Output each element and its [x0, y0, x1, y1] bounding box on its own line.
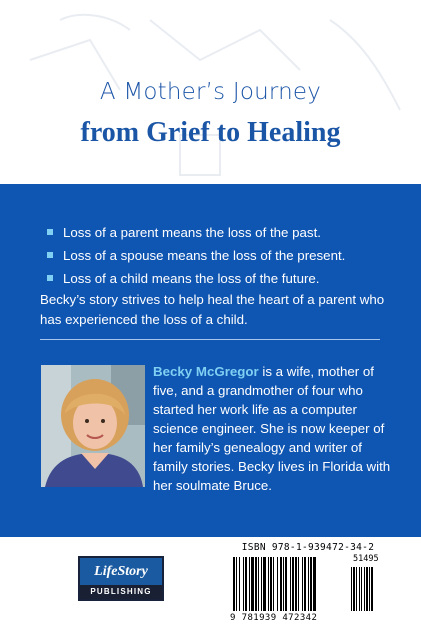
title-area — [0, 0, 421, 184]
bullet-item — [47, 221, 345, 244]
barcode-digits: 9 781939 472342 — [230, 613, 318, 623]
publisher-logo — [78, 556, 164, 601]
title-line-2: from Grief to Healing — [80, 117, 341, 148]
bullet-text: Loss of a parent means the loss of the past. — [63, 225, 321, 240]
bullet-text: Loss of a child means the loss of the future. — [63, 271, 320, 286]
author-bio-text: is a wife, mother of five, and a grandmother of four who started her work life as a computer science engineer. She is now keeper of her family’s genealogy and writer of family stories. Becky lives in Florida with her soulmate Bruce. — [153, 364, 391, 493]
divider-line — [40, 339, 380, 340]
bullet-list — [47, 221, 345, 290]
square-bullet-icon — [47, 252, 53, 258]
story-paragraph: Becky’s story strives to help heal the heart of a parent who has experienced the loss of a child. — [40, 292, 385, 327]
bullet-item — [47, 244, 345, 267]
publisher-logo-name: LifeStory — [80, 558, 162, 585]
isbn-number: ISBN 978-1-939472-34-2 — [241, 542, 375, 553]
square-bullet-icon — [47, 229, 53, 235]
title-line-1: A Mother’s Journey — [99, 79, 322, 105]
barcode-bars-icon — [227, 555, 389, 613]
bottom-strip — [0, 537, 421, 634]
blue-content-panel — [0, 184, 421, 537]
isbn-barcode — [227, 541, 389, 624]
author-portrait-icon — [41, 365, 145, 487]
bullet-item — [47, 267, 345, 290]
author-name: Becky McGregor — [153, 364, 259, 379]
author-bio — [153, 362, 393, 495]
bullet-text: Loss of a spouse means the loss of the present. — [63, 248, 346, 263]
price-code: 51495 — [353, 554, 379, 564]
author-photo — [41, 365, 145, 487]
square-bullet-icon — [47, 275, 53, 281]
publisher-logo-subtitle: PUBLISHING — [80, 585, 162, 599]
